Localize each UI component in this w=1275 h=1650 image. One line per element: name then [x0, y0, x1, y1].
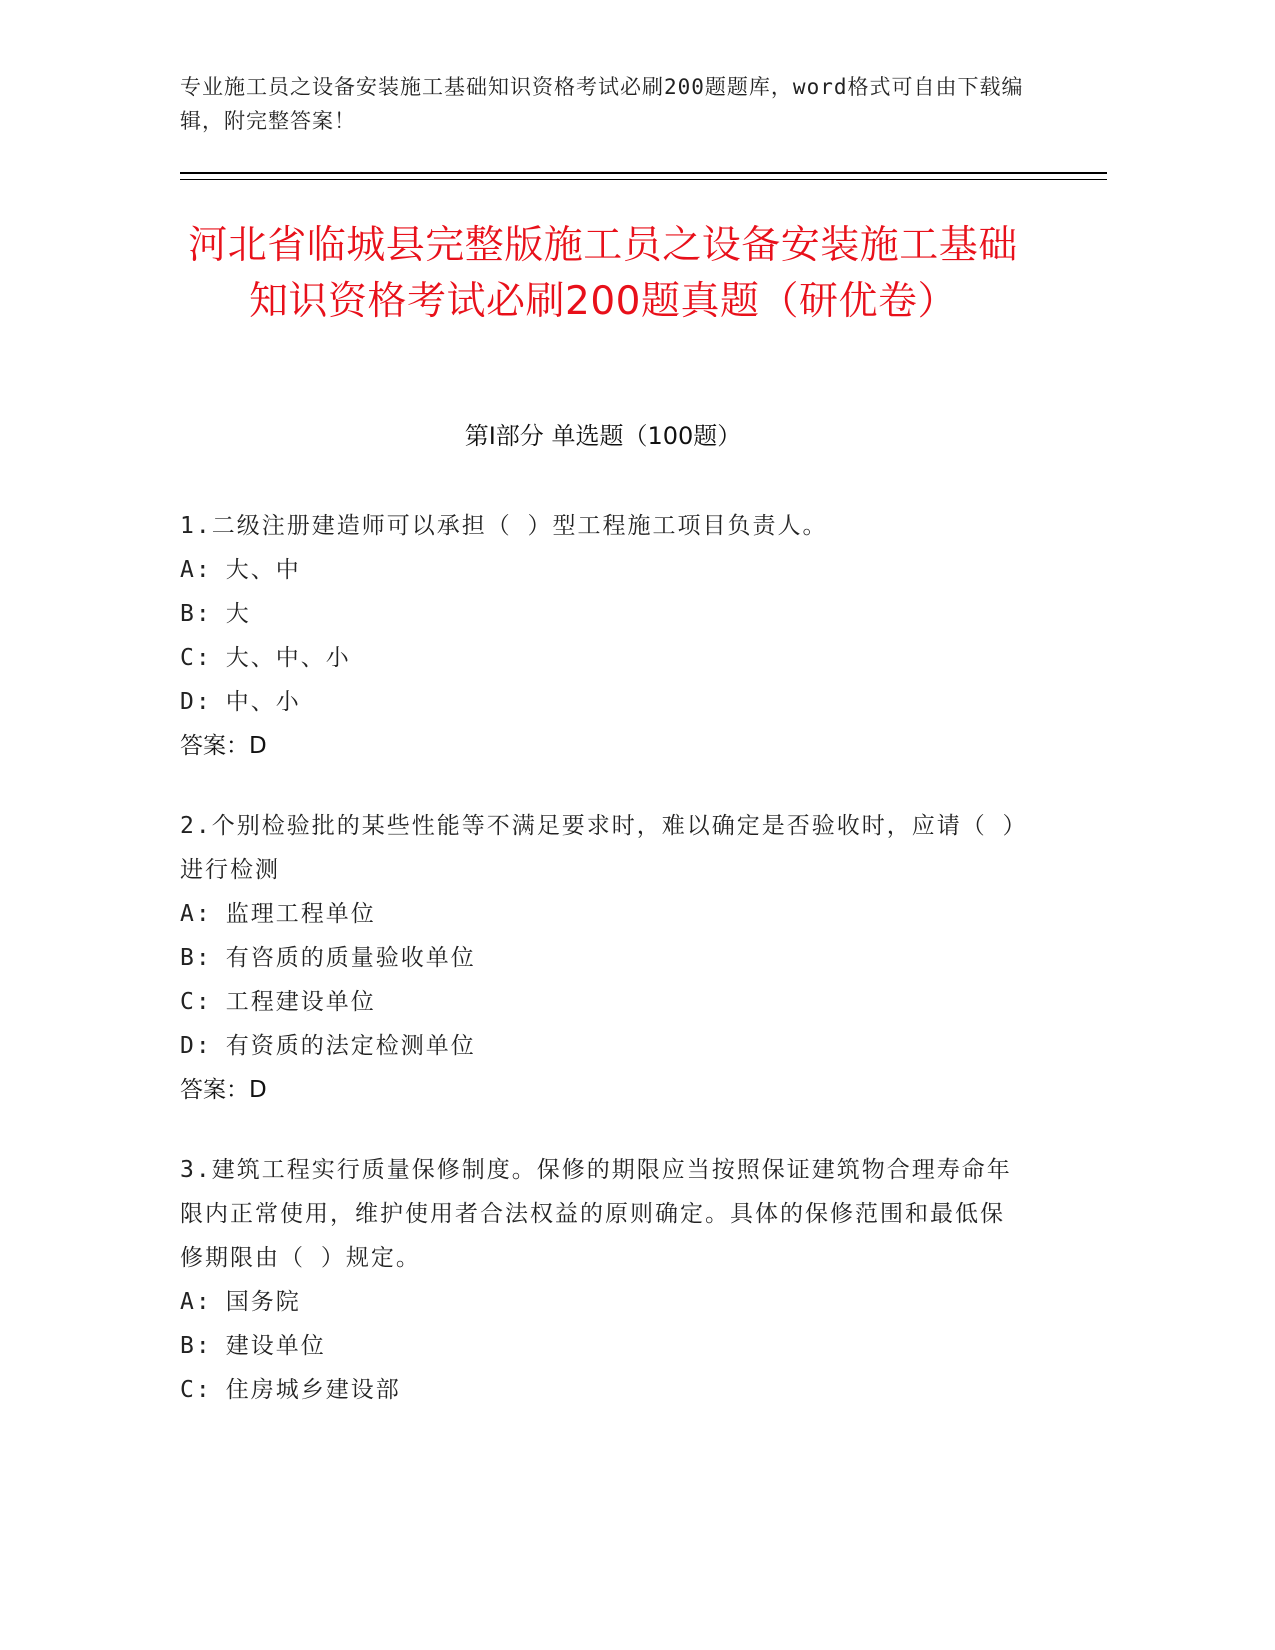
option-text: 大、中 — [225, 557, 301, 583]
option-c — [180, 1368, 1020, 1412]
option-letter: A: — [180, 1289, 212, 1315]
document-intro: 专业施工员之设备安装施工基础知识资格考试必刷200题题库，word格式可自由下载编辑，附完整答案！ — [180, 75, 1024, 133]
option-a — [180, 892, 1020, 936]
header-divider-thick — [180, 172, 1107, 174]
option-d — [180, 680, 1020, 724]
section-title: 第Ⅰ部分 单选题（100题） — [464, 422, 742, 450]
option-text: 有咨质的质量验收单位 — [225, 945, 476, 971]
question-2 — [180, 804, 1020, 1112]
option-a — [180, 548, 1020, 592]
option-b — [180, 1324, 1020, 1368]
option-letter: C: — [180, 1377, 212, 1403]
option-letter: C: — [180, 989, 212, 1015]
option-text: 监理工程单位 — [225, 901, 376, 927]
option-text: 大、中、小 — [225, 645, 351, 671]
option-text: 住房城乡建设部 — [225, 1377, 401, 1403]
option-letter: D: — [180, 689, 212, 715]
option-text: 大 — [225, 601, 251, 627]
question-text: 1.二级注册建造师可以承担（ ）型工程施工项目负责人。 — [180, 513, 828, 539]
question-text: 2.个别检验批的某些性能等不满足要求时，难以确定是否验收时，应请（ ）进行检测 — [180, 813, 1017, 883]
option-letter: A: — [180, 901, 212, 927]
answer-label: 答案：D — [180, 733, 267, 759]
option-letter: B: — [180, 945, 212, 971]
option-text: 中、小 — [225, 689, 301, 715]
option-text: 工程建设单位 — [225, 989, 376, 1015]
option-text: 建设单位 — [225, 1333, 326, 1359]
option-letter: B: — [180, 1333, 212, 1359]
option-b — [180, 936, 1020, 980]
option-text: 国务院 — [225, 1289, 301, 1315]
question-3 — [180, 1148, 1020, 1412]
option-b — [180, 592, 1020, 636]
option-c — [180, 636, 1020, 680]
question-list — [180, 504, 1020, 1448]
header-divider-thin — [180, 179, 1107, 180]
question-1 — [180, 504, 1020, 768]
option-d — [180, 1024, 1020, 1068]
option-letter: A: — [180, 557, 212, 583]
option-text: 有资质的法定检测单位 — [225, 1033, 476, 1059]
option-letter: D: — [180, 1033, 212, 1059]
option-c — [180, 980, 1020, 1024]
option-letter: C: — [180, 645, 212, 671]
document-title: 河北省临城县完整版施工员之设备安装施工基础知识资格考试必刷200题真题（研优卷） — [188, 223, 1018, 324]
answer-label: 答案：D — [180, 1077, 267, 1103]
option-letter: B: — [180, 601, 212, 627]
option-a — [180, 1280, 1020, 1324]
question-text: 3.建筑工程实行质量保修制度。保修的期限应当按照保证建筑物合理寿命年限内正常使用，维护使用者合法权益的原则确定。具体的保修范围和最低保修期限由（ ）规定。 — [180, 1157, 1012, 1271]
